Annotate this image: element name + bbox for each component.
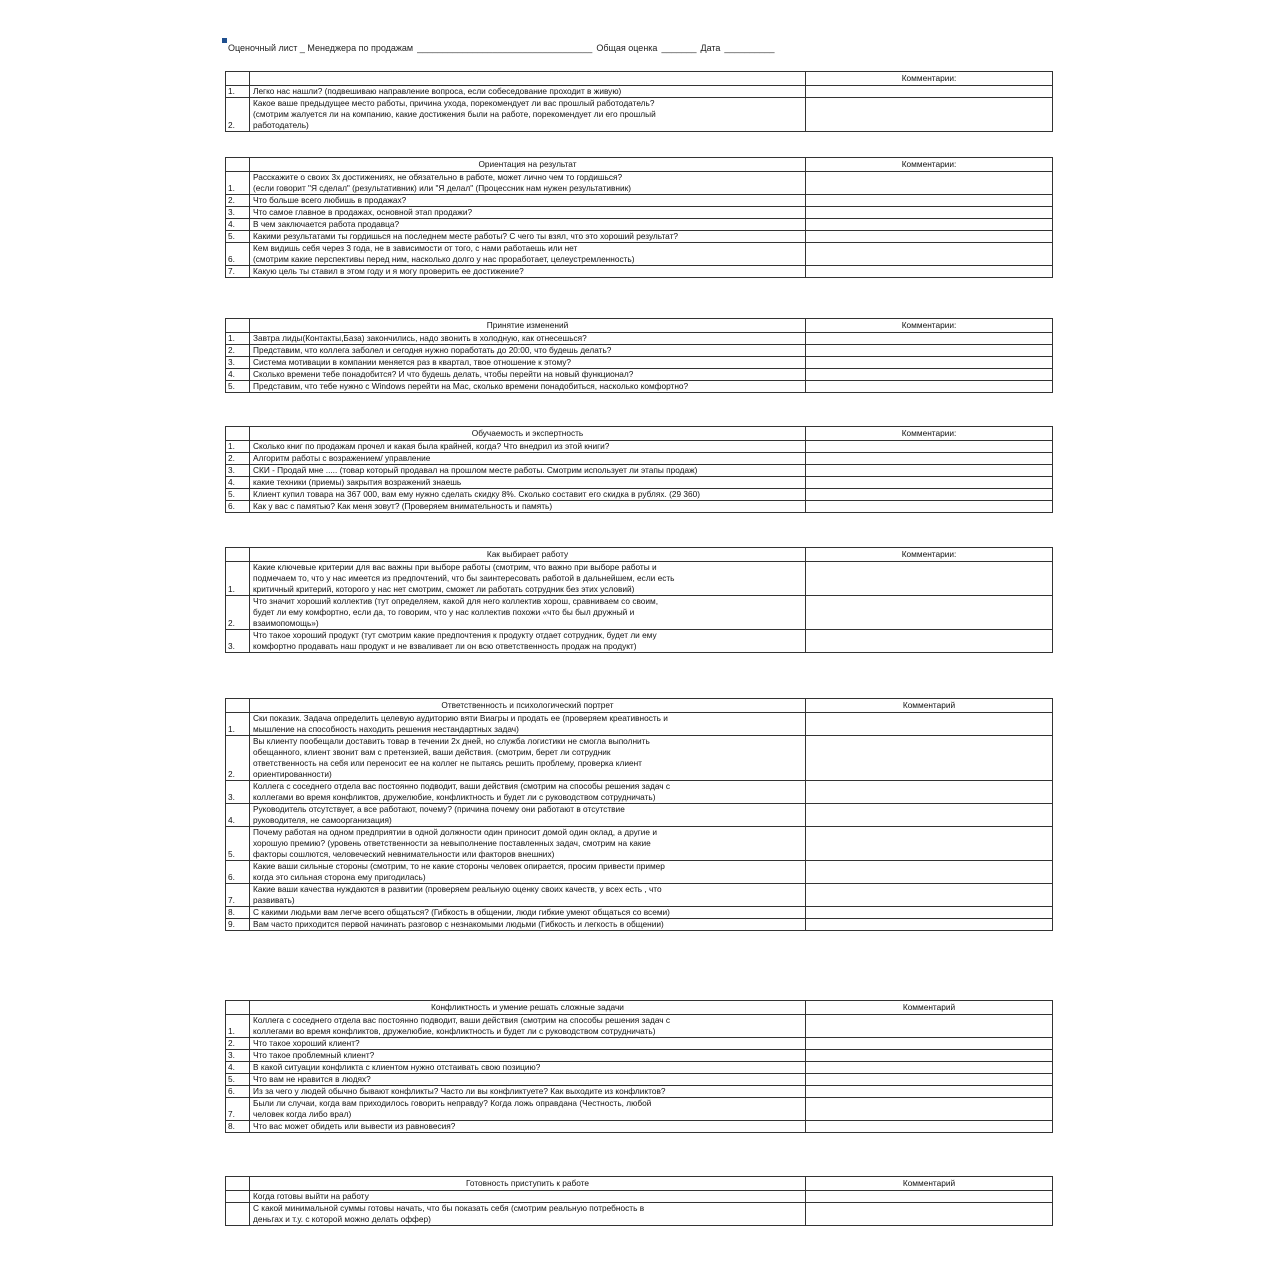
question-line: Клиент купил товара на 367 000, вам ему нужно сделать скидку 8%. Сколько составит его скидка в рублях. (29 360) — [253, 489, 701, 499]
header-num-cell — [226, 158, 250, 172]
question-text — [250, 219, 806, 231]
section-title: Ориентация на результат — [250, 158, 806, 172]
question-line: какие техники (приемы) закрытия возражений знаешь — [253, 477, 462, 487]
comment-cell[interactable] — [806, 781, 1053, 804]
comment-cell[interactable] — [806, 1050, 1053, 1062]
comment-cell[interactable] — [806, 1191, 1053, 1203]
question-line: Из за чего у людей обычно бывают конфликты? Часто ли вы конфликтуете? Как выходите из конфликтов? — [253, 1086, 666, 1096]
question-line: обещанного, клиент звонит вам с претензией, ваши действия. (смотрим, берет ли сотрудник — [253, 747, 611, 757]
question-line: В какой ситуации конфликта с клиентом нужно отстаивать свою позицию? — [253, 1062, 541, 1072]
question-row — [226, 1121, 1053, 1133]
question-number: 2. — [226, 195, 250, 207]
question-row — [226, 207, 1053, 219]
question-row — [226, 1191, 1053, 1203]
question-number: 1. — [226, 713, 250, 736]
comment-cell[interactable] — [806, 1038, 1053, 1050]
question-number: 5. — [226, 231, 250, 243]
question-text — [250, 453, 806, 465]
question-line: коллегами во время конфликтов, дружелюбие, конфликтность и будет ли с руководством сотрудничать) — [253, 1026, 656, 1036]
question-line: взаимопомощь») — [253, 618, 319, 628]
question-row — [226, 1086, 1053, 1098]
question-row — [226, 501, 1053, 513]
question-line: развивать) — [253, 895, 295, 905]
comment-cell[interactable] — [806, 369, 1053, 381]
question-row — [226, 861, 1053, 884]
question-line: С какими людьми вам легче всего общаться? (Гибкость в общении, люди гибкие умеют общаться со всеми) — [253, 907, 670, 917]
question-line: Легко нас нашли? (подвешиваю направление вопроса, если собеседование проходит в живую) — [253, 86, 622, 96]
comment-cell[interactable] — [806, 1098, 1053, 1121]
question-text — [250, 1015, 806, 1038]
question-number: 1. — [226, 333, 250, 345]
question-row — [226, 1015, 1053, 1038]
section-title: Готовность приступить к работе — [250, 1177, 806, 1191]
section-title: Как выбирает работу — [250, 548, 806, 562]
section-title — [250, 72, 806, 86]
comment-cell[interactable] — [806, 195, 1053, 207]
comment-cell[interactable] — [806, 630, 1053, 653]
comment-cell[interactable] — [806, 861, 1053, 884]
section-table — [225, 698, 1053, 931]
comment-cell[interactable] — [806, 919, 1053, 931]
question-number: 2. — [226, 453, 250, 465]
question-number: 4. — [226, 219, 250, 231]
question-text — [250, 98, 806, 132]
header-num-cell — [226, 427, 250, 441]
question-text — [250, 907, 806, 919]
comments-header: Комментарии: — [806, 548, 1053, 562]
question-line: будет ли ему комфортно, если да, то говорим, что у нас коллектив похожи «что бы был дружный и — [253, 607, 635, 617]
sheet-header — [228, 43, 1058, 53]
question-text — [250, 1191, 806, 1203]
question-text — [250, 1098, 806, 1121]
comment-cell[interactable] — [806, 207, 1053, 219]
question-text — [250, 562, 806, 596]
question-text — [250, 1050, 806, 1062]
comment-cell[interactable] — [806, 907, 1053, 919]
comment-cell[interactable] — [806, 345, 1053, 357]
comments-header: Комментарии: — [806, 427, 1053, 441]
comment-cell[interactable] — [806, 333, 1053, 345]
comment-cell[interactable] — [806, 453, 1053, 465]
question-number: 6. — [226, 243, 250, 266]
question-number — [226, 1191, 250, 1203]
question-number: 3. — [226, 630, 250, 653]
question-text — [250, 919, 806, 931]
question-line: Какими результатами ты гордишься на последнем месте работы? С чего ты взял, что это хороший результат? — [253, 231, 678, 241]
question-number: 4. — [226, 804, 250, 827]
question-line: Какие ваши качества нуждаются в развитии (проверяем реальную оценку своих качеств, у всех есть , что — [253, 884, 662, 894]
question-number: 2. — [226, 1038, 250, 1050]
question-text — [250, 333, 806, 345]
section-table — [225, 157, 1053, 278]
date-label: Дата — [700, 43, 721, 53]
question-line: СКИ - Продай мне ..... (товар который продавал на прошлом месте работы. Смотрим использует ли этапы продаж) — [253, 465, 698, 475]
question-text — [250, 884, 806, 907]
question-line: работодатель) — [253, 120, 309, 130]
sheet-title: Оценочный лист _ Менеджера по продажам — [228, 43, 414, 53]
header-num-cell — [226, 1001, 250, 1015]
question-line: факторы сошлются, человеческий невнимательности или факторов внешних) — [253, 849, 555, 859]
section-table — [225, 547, 1053, 653]
header-num-cell — [226, 72, 250, 86]
question-text — [250, 357, 806, 369]
question-text — [250, 369, 806, 381]
question-text — [250, 501, 806, 513]
question-number: 3. — [226, 207, 250, 219]
question-line: деньгах и т.у. с которой можно делать оффер) — [253, 1214, 431, 1224]
section-title: Ответственность и психологический портрет — [250, 699, 806, 713]
question-number: 5. — [226, 489, 250, 501]
name-blank: ___________________________________ — [417, 43, 593, 53]
question-line: хорошую премию? (уровень ответственности за невыполнение поставленных задач, смотрим на какие — [253, 838, 651, 848]
question-row — [226, 86, 1053, 98]
question-number: 6. — [226, 1086, 250, 1098]
question-row — [226, 562, 1053, 596]
question-line: Что такое проблемный клиент? — [253, 1050, 375, 1060]
section-header-row — [226, 1177, 1053, 1191]
question-text — [250, 381, 806, 393]
question-number — [226, 1203, 250, 1226]
question-text — [250, 630, 806, 653]
comments-header: Комментарии: — [806, 319, 1053, 333]
comment-cell[interactable] — [806, 243, 1053, 266]
comments-header: Комментарий — [806, 1177, 1053, 1191]
comment-cell[interactable] — [806, 1086, 1053, 1098]
question-number: 2. — [226, 736, 250, 781]
comment-cell[interactable] — [806, 562, 1053, 596]
question-text — [250, 441, 806, 453]
question-number: 7. — [226, 266, 250, 278]
question-line: Когда готовы выйти на работу — [253, 1191, 369, 1201]
question-text — [250, 1074, 806, 1086]
question-text — [250, 1038, 806, 1050]
question-line: Что вас может обидеть или вывести из равновесия? — [253, 1121, 456, 1131]
question-text — [250, 231, 806, 243]
section-header-row — [226, 72, 1053, 86]
date-blank: __________ — [724, 43, 775, 53]
comment-cell[interactable] — [806, 713, 1053, 736]
question-number: 3. — [226, 357, 250, 369]
question-number: 4. — [226, 1062, 250, 1074]
question-number: 7. — [226, 1098, 250, 1121]
section-table — [225, 1176, 1053, 1226]
question-number: 5. — [226, 381, 250, 393]
question-line: Ски показик. Задача определить целевую аудиторию вяти Виагры и продать ее (проверяем креативность и — [253, 713, 668, 723]
question-line: Коллега с соседнего отдела вас постоянно подводит, ваши действия (смотрим на способы решения задач с — [253, 1015, 671, 1025]
question-row — [226, 781, 1053, 804]
question-line: Что такое хороший клиент? — [253, 1038, 360, 1048]
question-row — [226, 827, 1053, 861]
question-row — [226, 884, 1053, 907]
question-line: Алгоритм работы с возражением/ управление — [253, 453, 431, 463]
question-row — [226, 441, 1053, 453]
question-text — [250, 1203, 806, 1226]
question-line: Вы клиенту пообещали доставить товар в течении 2х дней, но служба логистики не смогла выполнить — [253, 736, 650, 746]
question-row — [226, 596, 1053, 630]
comment-cell[interactable] — [806, 266, 1053, 278]
question-text — [250, 489, 806, 501]
question-row — [226, 219, 1053, 231]
question-line: Завтра лиды(Контакты,База) закончились, надо звонить в холодную, как отнесешься? — [253, 333, 587, 343]
question-text — [250, 713, 806, 736]
section-table — [225, 71, 1053, 132]
question-text — [250, 86, 806, 98]
section-header-row — [226, 699, 1053, 713]
question-number: 7. — [226, 884, 250, 907]
question-text — [250, 266, 806, 278]
question-line: Что вам не нравится в людях? — [253, 1074, 371, 1084]
question-number: 9. — [226, 919, 250, 931]
question-line: ответственность на себя или переносит ее на коллег не пытаясь решить проблему, проверка клиент — [253, 758, 642, 768]
question-number: 2. — [226, 98, 250, 132]
question-row — [226, 453, 1053, 465]
question-row — [226, 489, 1053, 501]
question-text — [250, 172, 806, 195]
comment-cell[interactable] — [806, 489, 1053, 501]
comment-cell[interactable] — [806, 219, 1053, 231]
comment-cell[interactable] — [806, 98, 1053, 132]
comment-cell[interactable] — [806, 1121, 1053, 1133]
question-line: мышление на способность находить решения нестандартных задач) — [253, 724, 519, 734]
comment-cell[interactable] — [806, 381, 1053, 393]
comment-cell[interactable] — [806, 441, 1053, 453]
comments-header: Комментарии: — [806, 158, 1053, 172]
section-table — [225, 426, 1053, 513]
section-title: Конфликтность и умение решать сложные задачи — [250, 1001, 806, 1015]
comment-cell[interactable] — [806, 1203, 1053, 1226]
section-header-row — [226, 1001, 1053, 1015]
question-line: Представим, что тебе нужно с Windows перейти на Mac, сколько времени понадобиться, насколько комфортно? — [253, 381, 689, 391]
question-number: 6. — [226, 861, 250, 884]
question-number: 3. — [226, 781, 250, 804]
question-line: В чем заключается работа продавца? — [253, 219, 400, 229]
question-line: Расскажите о своих 3х достижениях, не обязательно в работе, может лично чем то гордишься? — [253, 172, 623, 182]
question-line: подмечаем то, что у нас имеется из предпочтений, что бы заинтересовать работой в дальнейшем, если есть — [253, 573, 675, 583]
question-text — [250, 207, 806, 219]
section-table — [225, 1000, 1053, 1133]
comment-cell[interactable] — [806, 827, 1053, 861]
comment-cell[interactable] — [806, 231, 1053, 243]
comments-header: Комментарии: — [806, 72, 1053, 86]
header-num-cell — [226, 548, 250, 562]
corner-marker — [222, 38, 227, 43]
question-line: человек когда либо врал) — [253, 1109, 352, 1119]
question-row — [226, 630, 1053, 653]
question-line: Кем видишь себя через 3 года, не в зависимости от того, с нами работаешь или нет — [253, 243, 578, 253]
question-line: критичный критерий, которого у нас нет смотрим, сможет ли работать сотрудник без этих условий) — [253, 584, 635, 594]
question-row — [226, 1098, 1053, 1121]
question-line: Какие ключевые критерии для вас важны при выборе работы (смотрим, что важно при выборе работы и — [253, 562, 657, 572]
question-line: С какой минимальной суммы готовы начать, что бы показать себя (смотрим реальную потребность в — [253, 1203, 645, 1213]
question-line: Были ли случаи, когда вам приходилось говорить неправду? Когда ложь оправдана (Честность, любой — [253, 1098, 652, 1108]
question-text — [250, 596, 806, 630]
question-row — [226, 98, 1053, 132]
question-line: Вам часто приходится первой начинать разговор с незнакомыми людьми (Гибкость и легкость в общении) — [253, 919, 664, 929]
question-line: Какое ваше предыдущее место работы, причина ухода, порекомендует ли вас прошлый работодатель? — [253, 98, 655, 108]
question-number: 5. — [226, 827, 250, 861]
question-row — [226, 231, 1053, 243]
question-line: Представим, что коллега заболел и сегодня нужно поработать до 20:00, что будешь делать? — [253, 345, 612, 355]
question-text — [250, 345, 806, 357]
question-number: 2. — [226, 345, 250, 357]
question-line: руководителя, не самоорганизация) — [253, 815, 392, 825]
question-text — [250, 781, 806, 804]
header-num-cell — [226, 319, 250, 333]
comment-cell[interactable] — [806, 86, 1053, 98]
question-row — [226, 369, 1053, 381]
question-line: Какие ваши сильные стороны (смотрим, то не какие стороны человек опирается, просим привести пример — [253, 861, 665, 871]
comment-cell[interactable] — [806, 172, 1053, 195]
question-line: Как у вас с памятью? Как меня зовут? (Проверяем внимательность и память) — [253, 501, 553, 511]
question-line: Почему работая на одном предприятии в одной должности один приносит домой один оклад, а другие и — [253, 827, 657, 837]
comment-cell[interactable] — [806, 596, 1053, 630]
question-text — [250, 465, 806, 477]
section-header-row — [226, 548, 1053, 562]
question-row — [226, 907, 1053, 919]
question-text — [250, 736, 806, 781]
comment-cell[interactable] — [806, 1062, 1053, 1074]
question-row — [226, 1062, 1053, 1074]
question-line: (смотрим какие перспективы перед ним, насколько долго у нас проработает, целеустремленность) — [253, 254, 635, 264]
question-text — [250, 861, 806, 884]
comment-cell[interactable] — [806, 465, 1053, 477]
question-row — [226, 333, 1053, 345]
question-number: 3. — [226, 1050, 250, 1062]
question-number: 4. — [226, 369, 250, 381]
question-number: 2. — [226, 596, 250, 630]
question-number: 1. — [226, 86, 250, 98]
question-number: 4. — [226, 477, 250, 489]
question-line: ориентированности) — [253, 769, 332, 779]
overall-score-label: Общая оценка — [596, 43, 658, 53]
question-row — [226, 243, 1053, 266]
question-line: когда это сильная сторона ему пригодилась) — [253, 872, 426, 882]
question-text — [250, 1086, 806, 1098]
question-row — [226, 345, 1053, 357]
question-number: 1. — [226, 562, 250, 596]
question-line: (смотрим жалуется ли на компанию, какие достижения были на работе, порекомендует ли его прошлый — [253, 109, 656, 119]
question-text — [250, 827, 806, 861]
question-row — [226, 713, 1053, 736]
question-number: 8. — [226, 1121, 250, 1133]
header-num-cell — [226, 1177, 250, 1191]
question-row — [226, 1203, 1053, 1226]
question-text — [250, 477, 806, 489]
comments-header: Комментарий — [806, 699, 1053, 713]
question-line: комфортно продавать наш продукт и не взваливает ли он всю ответственность продаж на продукт) — [253, 641, 637, 651]
comment-cell[interactable] — [806, 501, 1053, 513]
comments-header: Комментарий — [806, 1001, 1053, 1015]
section-table — [225, 318, 1053, 393]
section-title: Принятие изменений — [250, 319, 806, 333]
score-blank: _______ — [661, 43, 697, 53]
question-line: Что значит хороший коллектив (тут определяем, какой для него коллектив хорош, сравниваем со своим, — [253, 596, 659, 606]
question-number: 6. — [226, 501, 250, 513]
question-number: 8. — [226, 907, 250, 919]
question-row — [226, 477, 1053, 489]
header-num-cell — [226, 699, 250, 713]
question-row — [226, 736, 1053, 781]
question-text — [250, 1121, 806, 1133]
question-row — [226, 195, 1053, 207]
question-line: Сколько времени тебе понадобится? И что будешь делать, чтобы перейти на новый функционал? — [253, 369, 634, 379]
question-text — [250, 1062, 806, 1074]
question-line: Система мотивации в компании меняется раз в квартал, твое отношение к этому? — [253, 357, 572, 367]
question-row — [226, 381, 1053, 393]
question-line: Сколько книг по продажам прочел и какая была крайней, когда? Что внедрил из этой книги? — [253, 441, 610, 451]
question-number: 1. — [226, 1015, 250, 1038]
question-row — [226, 804, 1053, 827]
comment-cell[interactable] — [806, 1074, 1053, 1086]
question-number: 1. — [226, 441, 250, 453]
comment-cell[interactable] — [806, 1015, 1053, 1038]
section-header-row — [226, 158, 1053, 172]
section-header-row — [226, 319, 1053, 333]
question-text — [250, 804, 806, 827]
comment-cell[interactable] — [806, 477, 1053, 489]
question-line: коллегами во время конфликтов, дружелюбие, конфликтность и будет ли с руководством сотрудничать) — [253, 792, 656, 802]
comment-cell[interactable] — [806, 884, 1053, 907]
comment-cell[interactable] — [806, 357, 1053, 369]
question-line: Какую цель ты ставил в этом году и я могу проверить ее достижение? — [253, 266, 524, 276]
question-line: Что больше всего любишь в продажах? — [253, 195, 407, 205]
question-row — [226, 919, 1053, 931]
question-line: (если говорит "Я сделал" (результативник) или "Я делал" (Процессник нам нужен результативник) — [253, 183, 632, 193]
question-number: 1. — [226, 172, 250, 195]
question-row — [226, 1050, 1053, 1062]
question-row — [226, 1038, 1053, 1050]
question-line: Что такое хороший продукт (тут смотрим какие предпочтения к продукту отдает сотрудник, будет ли ему — [253, 630, 657, 640]
section-title: Обучаемость и экспертность — [250, 427, 806, 441]
question-row — [226, 357, 1053, 369]
question-line: Что самое главное в продажах, основной этап продажи? — [253, 207, 473, 217]
question-number: 5. — [226, 1074, 250, 1086]
question-row — [226, 172, 1053, 195]
question-line: Руководитель отсутствует, а все работают, почему? (причина почему они работают в отсутствие — [253, 804, 625, 814]
question-row — [226, 266, 1053, 278]
question-text — [250, 195, 806, 207]
question-line: Коллега с соседнего отдела вас постоянно подводит, ваши действия (смотрим на способы решения задач с — [253, 781, 671, 791]
question-row — [226, 1074, 1053, 1086]
question-number: 3. — [226, 465, 250, 477]
comment-cell[interactable] — [806, 736, 1053, 781]
comment-cell[interactable] — [806, 804, 1053, 827]
question-text — [250, 243, 806, 266]
section-header-row — [226, 427, 1053, 441]
question-row — [226, 465, 1053, 477]
